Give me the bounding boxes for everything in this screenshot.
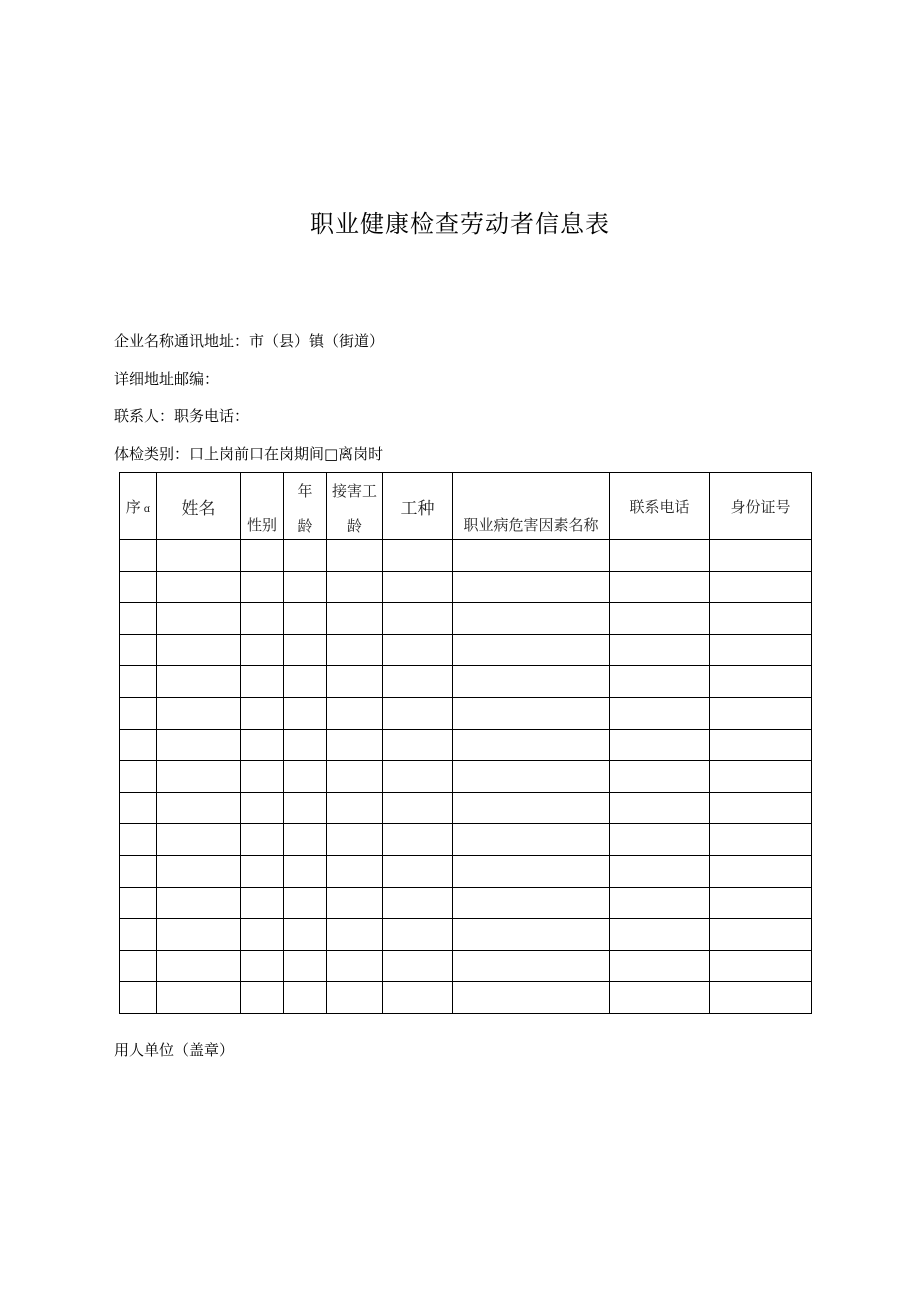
cell-seq[interactable]	[120, 603, 157, 635]
cell-hazard[interactable]	[453, 666, 610, 698]
cell-job[interactable]	[383, 919, 453, 951]
cell-exposure-years[interactable]	[327, 603, 383, 635]
cell-job[interactable]	[383, 666, 453, 698]
cell-exposure-years[interactable]	[327, 634, 383, 666]
cell-seq[interactable]	[120, 666, 157, 698]
cell-name[interactable]	[157, 571, 241, 603]
cell-job[interactable]	[383, 792, 453, 824]
table-row	[120, 729, 812, 761]
cell-exposure-years[interactable]	[327, 761, 383, 793]
cell-exposure-years[interactable]	[327, 540, 383, 572]
page-title: 职业健康检查劳动者信息表	[310, 210, 610, 238]
cell-gender[interactable]	[241, 792, 284, 824]
header-seq	[120, 473, 157, 540]
cell-seq[interactable]	[120, 919, 157, 951]
cell-seq[interactable]	[120, 855, 157, 887]
cell-exposure-years[interactable]	[327, 950, 383, 982]
cell-id-number[interactable]	[710, 697, 812, 729]
cell-hazard[interactable]	[453, 603, 610, 635]
table-row	[120, 761, 812, 793]
cell-exposure-years[interactable]	[327, 666, 383, 698]
table-body	[120, 540, 812, 1014]
header-age-bottom: 龄	[297, 517, 313, 535]
cell-exposure-years[interactable]	[327, 729, 383, 761]
cell-name[interactable]	[157, 950, 241, 982]
cell-gender[interactable]	[241, 571, 284, 603]
detailed-address-line: 详细地址邮编：	[114, 370, 220, 388]
table-row	[120, 792, 812, 824]
cell-phone[interactable]	[610, 603, 710, 635]
cell-age[interactable]	[284, 666, 327, 698]
table-row	[120, 887, 812, 919]
cell-exposure-years[interactable]	[327, 824, 383, 856]
cell-seq[interactable]	[120, 729, 157, 761]
cell-seq[interactable]	[120, 634, 157, 666]
cell-job[interactable]	[383, 729, 453, 761]
table-row	[120, 950, 812, 982]
cell-phone[interactable]	[610, 950, 710, 982]
cell-hazard[interactable]	[453, 792, 610, 824]
cell-exposure-years[interactable]	[327, 855, 383, 887]
cell-phone[interactable]	[610, 729, 710, 761]
cell-exposure-years[interactable]	[327, 887, 383, 919]
cell-hazard[interactable]	[453, 571, 610, 603]
cell-id-number[interactable]	[710, 855, 812, 887]
cell-phone[interactable]	[610, 697, 710, 729]
cell-phone[interactable]	[610, 666, 710, 698]
cell-id-number[interactable]	[710, 729, 812, 761]
table-row	[120, 666, 812, 698]
cell-hazard[interactable]	[453, 729, 610, 761]
cell-exposure-years[interactable]	[327, 571, 383, 603]
header-age	[284, 473, 327, 540]
cell-name[interactable]	[157, 792, 241, 824]
table-row	[120, 540, 812, 572]
cell-age[interactable]	[284, 919, 327, 951]
cell-id-number[interactable]	[710, 982, 812, 1014]
cell-age[interactable]	[284, 540, 327, 572]
cell-gender[interactable]	[241, 982, 284, 1014]
cell-job[interactable]	[383, 887, 453, 919]
cell-job[interactable]	[383, 855, 453, 887]
worker-info-table	[119, 472, 812, 1014]
cell-id-number[interactable]	[710, 666, 812, 698]
cell-hazard[interactable]	[453, 855, 610, 887]
company-address-line: 企业名称通讯地址：市（县）镇（街道）	[114, 332, 385, 350]
table-row	[120, 982, 812, 1014]
cell-hazard[interactable]	[453, 824, 610, 856]
cell-hazard[interactable]	[453, 540, 610, 572]
cell-id-number[interactable]	[710, 887, 812, 919]
cell-gender[interactable]	[241, 634, 284, 666]
cell-age[interactable]	[284, 792, 327, 824]
cell-name[interactable]	[157, 982, 241, 1014]
cell-id-number[interactable]	[710, 950, 812, 982]
cell-job[interactable]	[383, 634, 453, 666]
cell-age[interactable]	[284, 761, 327, 793]
cell-age[interactable]	[284, 855, 327, 887]
cell-exposure-years[interactable]	[327, 697, 383, 729]
header-gender: 性别	[241, 473, 284, 540]
contact-line: 联系人：职务电话：	[114, 407, 250, 425]
cell-seq[interactable]	[120, 792, 157, 824]
cell-seq[interactable]	[120, 571, 157, 603]
cell-hazard[interactable]	[453, 950, 610, 982]
header-seq-mark: ɑ	[143, 503, 151, 515]
cell-phone[interactable]	[610, 982, 710, 1014]
cell-gender[interactable]	[241, 540, 284, 572]
cell-name[interactable]	[157, 824, 241, 856]
cell-job[interactable]	[383, 982, 453, 1014]
table-row	[120, 855, 812, 887]
cell-name[interactable]	[157, 729, 241, 761]
cell-hazard[interactable]	[453, 697, 610, 729]
cell-job[interactable]	[383, 950, 453, 982]
cell-gender[interactable]	[241, 919, 284, 951]
cell-name[interactable]	[157, 855, 241, 887]
header-hazard: 职业病危害因素名称	[453, 473, 610, 540]
cell-seq[interactable]	[120, 887, 157, 919]
cell-gender[interactable]	[241, 887, 284, 919]
cell-name[interactable]	[157, 761, 241, 793]
cell-name[interactable]	[157, 634, 241, 666]
cell-gender[interactable]	[241, 855, 284, 887]
cell-age[interactable]	[284, 571, 327, 603]
cell-hazard[interactable]	[453, 887, 610, 919]
employer-seal-line: 用人单位（盖章）	[114, 1041, 235, 1059]
cell-name[interactable]	[157, 603, 241, 635]
cell-job[interactable]	[383, 824, 453, 856]
cell-seq[interactable]	[120, 950, 157, 982]
cell-name[interactable]	[157, 540, 241, 572]
cell-job[interactable]	[383, 540, 453, 572]
cell-exposure-years[interactable]	[327, 919, 383, 951]
cell-id-number[interactable]	[710, 571, 812, 603]
cell-name[interactable]	[157, 919, 241, 951]
header-id-number: 身份证号	[710, 473, 812, 540]
cell-id-number[interactable]	[710, 634, 812, 666]
cell-phone[interactable]	[610, 571, 710, 603]
cell-seq[interactable]	[120, 982, 157, 1014]
cell-age[interactable]	[284, 950, 327, 982]
cell-seq[interactable]	[120, 824, 157, 856]
cell-age[interactable]	[284, 697, 327, 729]
table-row	[120, 697, 812, 729]
cell-id-number[interactable]	[710, 761, 812, 793]
exam-type-line: 体检类别：口上岗前口在岗期间□离岗时	[114, 445, 384, 463]
cell-age[interactable]	[284, 603, 327, 635]
header-exposure-bottom: 龄	[346, 517, 362, 535]
cell-phone[interactable]	[610, 919, 710, 951]
table-row	[120, 571, 812, 603]
cell-id-number[interactable]	[710, 540, 812, 572]
cell-seq[interactable]	[120, 697, 157, 729]
cell-gender[interactable]	[241, 666, 284, 698]
header-seq-label: 序	[125, 497, 141, 516]
cell-hazard[interactable]	[453, 982, 610, 1014]
table-row	[120, 634, 812, 666]
cell-seq[interactable]	[120, 540, 157, 572]
cell-hazard[interactable]	[453, 919, 610, 951]
cell-name[interactable]	[157, 887, 241, 919]
cell-exposure-years[interactable]	[327, 792, 383, 824]
cell-exposure-years[interactable]	[327, 982, 383, 1014]
cell-age[interactable]	[284, 824, 327, 856]
cell-id-number[interactable]	[710, 824, 812, 856]
cell-gender[interactable]	[241, 950, 284, 982]
cell-age[interactable]	[284, 887, 327, 919]
header-exposure-top: 接害工	[331, 482, 377, 500]
cell-phone[interactable]	[610, 824, 710, 856]
header-job: 工种	[383, 473, 453, 540]
cell-age[interactable]	[284, 634, 327, 666]
header-phone: 联系电话	[610, 473, 710, 540]
table-header-row	[120, 473, 812, 540]
cell-gender[interactable]	[241, 603, 284, 635]
cell-hazard[interactable]	[453, 761, 610, 793]
cell-gender[interactable]	[241, 824, 284, 856]
header-age-top: 年	[297, 482, 313, 500]
cell-id-number[interactable]	[710, 792, 812, 824]
cell-phone[interactable]	[610, 792, 710, 824]
cell-job[interactable]	[383, 571, 453, 603]
cell-phone[interactable]	[610, 887, 710, 919]
table-row	[120, 824, 812, 856]
cell-gender[interactable]	[241, 729, 284, 761]
cell-hazard[interactable]	[453, 634, 610, 666]
cell-name[interactable]	[157, 666, 241, 698]
cell-seq[interactable]	[120, 761, 157, 793]
cell-job[interactable]	[383, 603, 453, 635]
table-row	[120, 603, 812, 635]
cell-phone[interactable]	[610, 634, 710, 666]
cell-job[interactable]	[383, 697, 453, 729]
cell-age[interactable]	[284, 982, 327, 1014]
table-row	[120, 919, 812, 951]
cell-phone[interactable]	[610, 761, 710, 793]
header-exposure-years	[327, 473, 383, 540]
cell-job[interactable]	[383, 761, 453, 793]
cell-phone[interactable]	[610, 855, 710, 887]
cell-id-number[interactable]	[710, 603, 812, 635]
cell-age[interactable]	[284, 729, 327, 761]
header-name: 姓名	[157, 473, 241, 540]
cell-id-number[interactable]	[710, 919, 812, 951]
cell-gender[interactable]	[241, 761, 284, 793]
cell-gender[interactable]	[241, 697, 284, 729]
cell-phone[interactable]	[610, 540, 710, 572]
cell-name[interactable]	[157, 697, 241, 729]
